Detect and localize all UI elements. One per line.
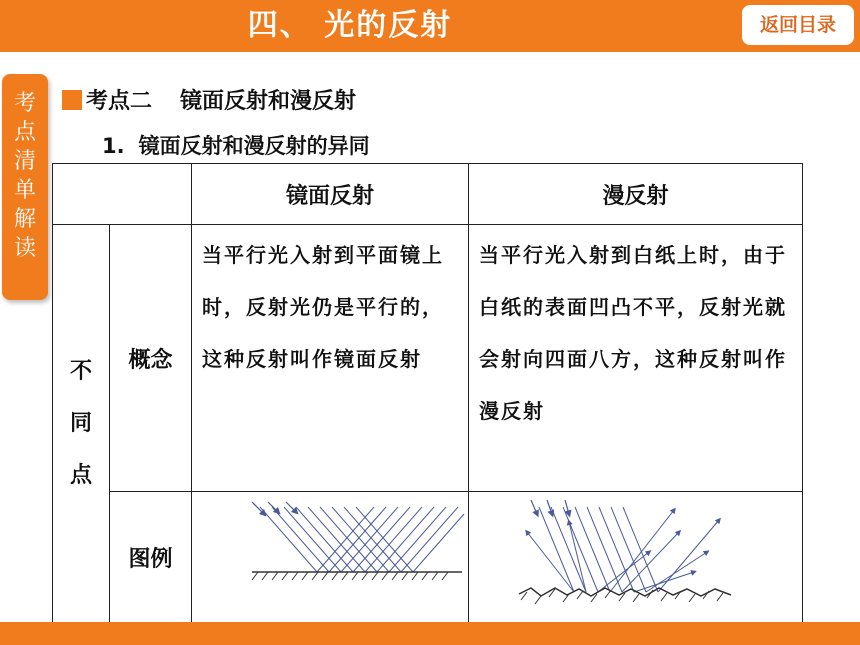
table-row: [53, 225, 803, 492]
subheading-text: 镜面反射和漫反射的异同: [138, 134, 370, 158]
mirror-reflection-figure: [192, 492, 467, 618]
table-row: [53, 492, 803, 623]
row-label-concept: 概念: [110, 225, 192, 492]
section-heading: [62, 84, 356, 115]
back-to-contents-button[interactable]: 返回目录: [742, 5, 854, 45]
group-label: 不同点: [69, 358, 92, 488]
figure-cell-diffuse: [469, 492, 803, 623]
diffuse-reflection-figure: [469, 492, 801, 618]
group-label-cell: [53, 225, 110, 623]
square-bullet-icon: [62, 90, 82, 110]
table-corner-cell: [53, 164, 192, 225]
concept-diffuse-text: 当平行光入射到白纸上时，由于白纸的表面凹凸不平，反射光就会射向四面八方，这种反射叫作漫反射: [469, 225, 803, 492]
side-tab-kaodian[interactable]: [2, 74, 48, 300]
row-label-figure: 图例: [110, 492, 192, 623]
subheading: [102, 130, 370, 160]
header-bar: [0, 0, 860, 52]
figure-cell-mirror: [192, 492, 469, 623]
column-header-mirror: 镜面反射: [192, 164, 469, 225]
section-topic: 镜面反射和漫反射: [180, 89, 357, 114]
page-title: 四、 光的反射: [247, 8, 453, 43]
table-header-row: [53, 164, 803, 225]
concept-mirror-text: 当平行光入射到平面镜上时，反射光仍是平行的，这种反射叫作镜面反射: [192, 225, 469, 492]
footer-bar: [0, 622, 860, 645]
column-header-diffuse: 漫反射: [469, 164, 803, 225]
section-kaodian: 考点二: [86, 89, 153, 114]
comparison-table: [52, 163, 803, 623]
side-tab-label: 考点清单解读: [13, 91, 36, 261]
subheading-number: 1.: [102, 134, 125, 158]
